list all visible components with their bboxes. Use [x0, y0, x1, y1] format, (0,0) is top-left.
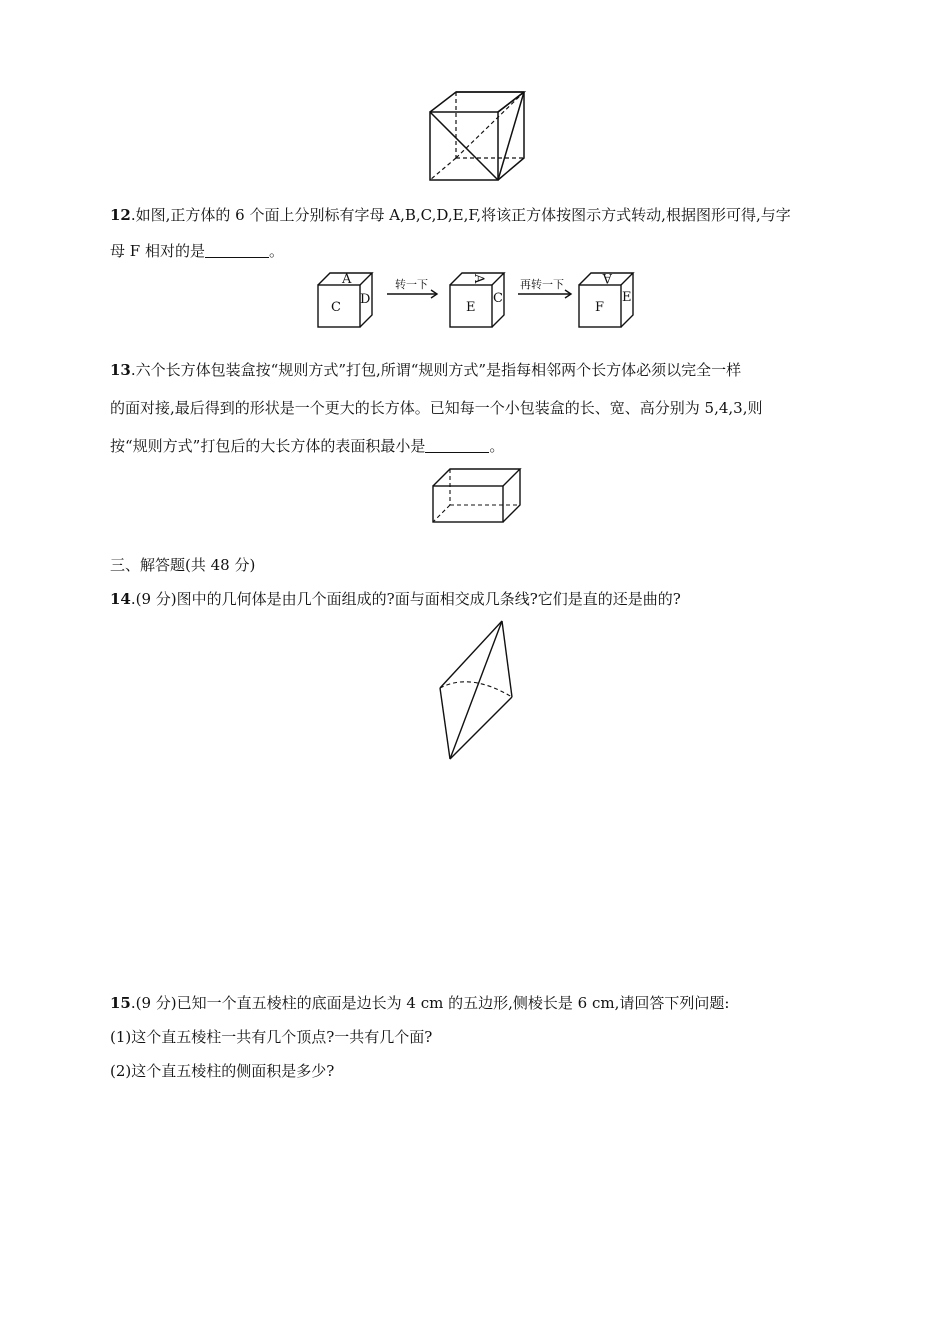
rotating-cubes-figure: [315, 270, 645, 330]
cube2-top-label: A: [471, 274, 486, 284]
q13-line2: [110, 398, 762, 418]
q13-text-3: 按“规则方式”打包后的大长方体的表面积最小是: [110, 437, 426, 455]
cube1-top-label: A: [342, 272, 352, 287]
q15-sub2: (2)这个直五棱柱的侧面积是多少?: [110, 1062, 335, 1080]
q12-line2: [110, 241, 284, 261]
section3-title: 三、解答题(共 48 分): [110, 556, 256, 574]
cube2-side-label: C: [493, 291, 503, 306]
cube2-front-label: E: [466, 300, 476, 315]
q13-line3: [110, 436, 504, 456]
q12-text-1: .如图,正方体的 6 个面上分别标有字母 A,B,C,D,E,F,将该正方体按图示方式转动,根据图形可得,与字: [130, 206, 791, 224]
q12-number: 12: [110, 206, 131, 224]
cube3-front-label: F: [595, 300, 605, 315]
cube1-front-label: C: [331, 300, 341, 315]
arrow1-label: 转一下: [395, 278, 428, 291]
q15-sub1: (1)这个直五棱柱一共有几个顶点?一共有几个面?: [110, 1028, 433, 1046]
q13-number: 13: [110, 361, 131, 379]
curved-solid-figure: [430, 615, 520, 765]
q14-line: [110, 589, 681, 609]
q14-text: .(9 分)图中的几何体是由几个面组成的?面与面相交成几条线?它们是直的还是曲的?: [130, 590, 681, 608]
cuboid-figure: [430, 464, 525, 526]
q15-text: .(9 分)已知一个直五棱柱的底面是边长为 4 cm 的五边形,侧棱长是 6 cm,请回答下列问题:: [130, 994, 730, 1012]
q14-number: 14: [110, 590, 131, 608]
q13-text-1: .六个长方体包装盒按“规则方式”打包,所谓“规则方式”是指每相邻两个长方体必须以完全一样: [130, 361, 742, 379]
q13-line1: [110, 360, 741, 380]
cube-diagonals-figure: [420, 85, 530, 185]
cube3-side-label: E: [622, 290, 632, 305]
q13-answer-blank: [425, 438, 489, 453]
q15-line: [110, 993, 729, 1013]
q12-line1: [110, 205, 791, 225]
q15-number: 15: [110, 994, 131, 1012]
q13-text-2: 的面对接,最后得到的形状是一个更大的长方体。已知每一个小包装盒的长、宽、高分别为 5,4,3,则: [110, 399, 763, 417]
cube1-side-label: D: [360, 292, 371, 307]
cube3-top-label: A: [602, 270, 612, 285]
q12-text-2: 母 F 相对的是: [110, 242, 205, 260]
arrow2-label: 再转一下: [520, 278, 564, 291]
q12-text-2-end: 。: [268, 242, 284, 260]
q13-text-3-end: 。: [489, 437, 505, 455]
q12-answer-blank: [205, 243, 269, 258]
